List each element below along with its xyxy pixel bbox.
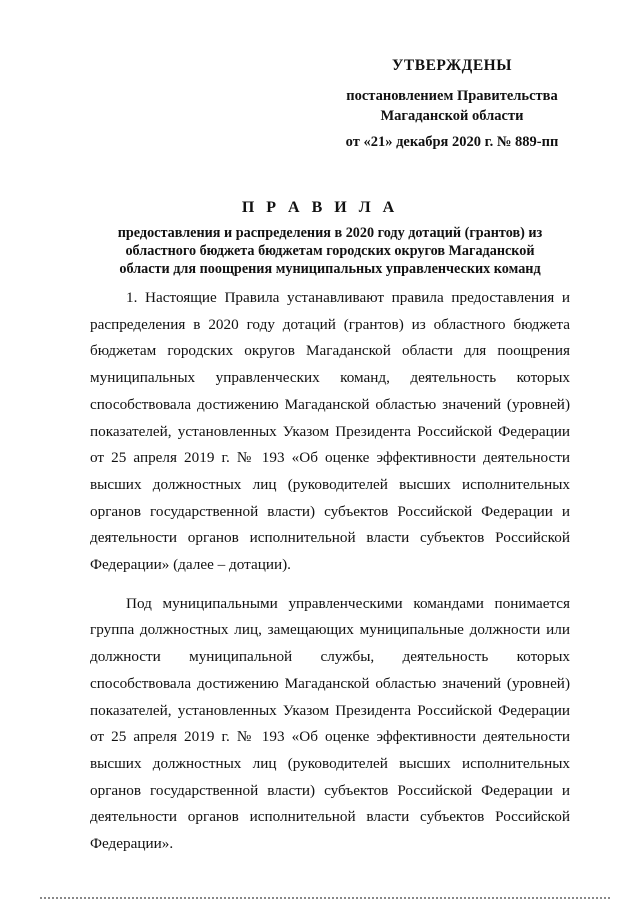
document-subtitle (92, 224, 568, 278)
paragraph-2: Под муниципальными управленческими командами понимается группа должностных лиц, замещающих муниципальные должности или должности муниципальной службы, деятельность которых способствовала достижению Магаданской областью значений (уровней) показателей, установленных Указом Президента Российской Федерации от 25 апреля 2019 г. № 193 «Об оценке эффективности деятельности высших должностных лиц (руководителей высших исполнительных органов государственной власти) субъектов Российской Федерации и деятельности органов исполнительной власти субъектов Российской Федерации». (90, 594, 570, 853)
document-title: П Р А В И Л А (241, 199, 399, 216)
approval-line-2: Магаданской области (380, 108, 524, 124)
approval-block (318, 56, 586, 152)
paragraph-1: 1. Настоящие Правила устанавливают правила предоставления и распределения в 2020 году дотаций (грантов) из областного бюджета бюджетам городских округов Магаданской области для поощрения муниципальных управленческих команд, деятельность которых способствовала достижению Магаданской областью значений (уровней) показателей, установленных Указом Президента Российской Федерации от 25 апреля 2019 г. № 193 «Об оценке эффективности деятельности высших должностных лиц (руководителей высших исполнительных органов государственной власти) субъектов Российской Федерации и деятельности органов исполнительной власти субъектов Российской Федерации» (далее – дотации). (90, 289, 570, 574)
approval-date-number: от «21» декабря 2020 г. № 889-пп (345, 134, 559, 150)
subtitle-line-1: предоставления и распределения в 2020 году дотаций (грантов) из (117, 225, 543, 241)
approval-title: УТВЕРЖДЕНЫ (392, 57, 512, 74)
approval-line-1: постановлением Правительства (346, 88, 558, 104)
page-bottom-edge (40, 897, 610, 899)
subtitle-line-2: областного бюджета бюджетам городских округов Магаданской (125, 243, 535, 259)
subtitle-line-3: области для поощрения муниципальных управленческих команд (119, 261, 541, 277)
document-body (90, 285, 570, 858)
